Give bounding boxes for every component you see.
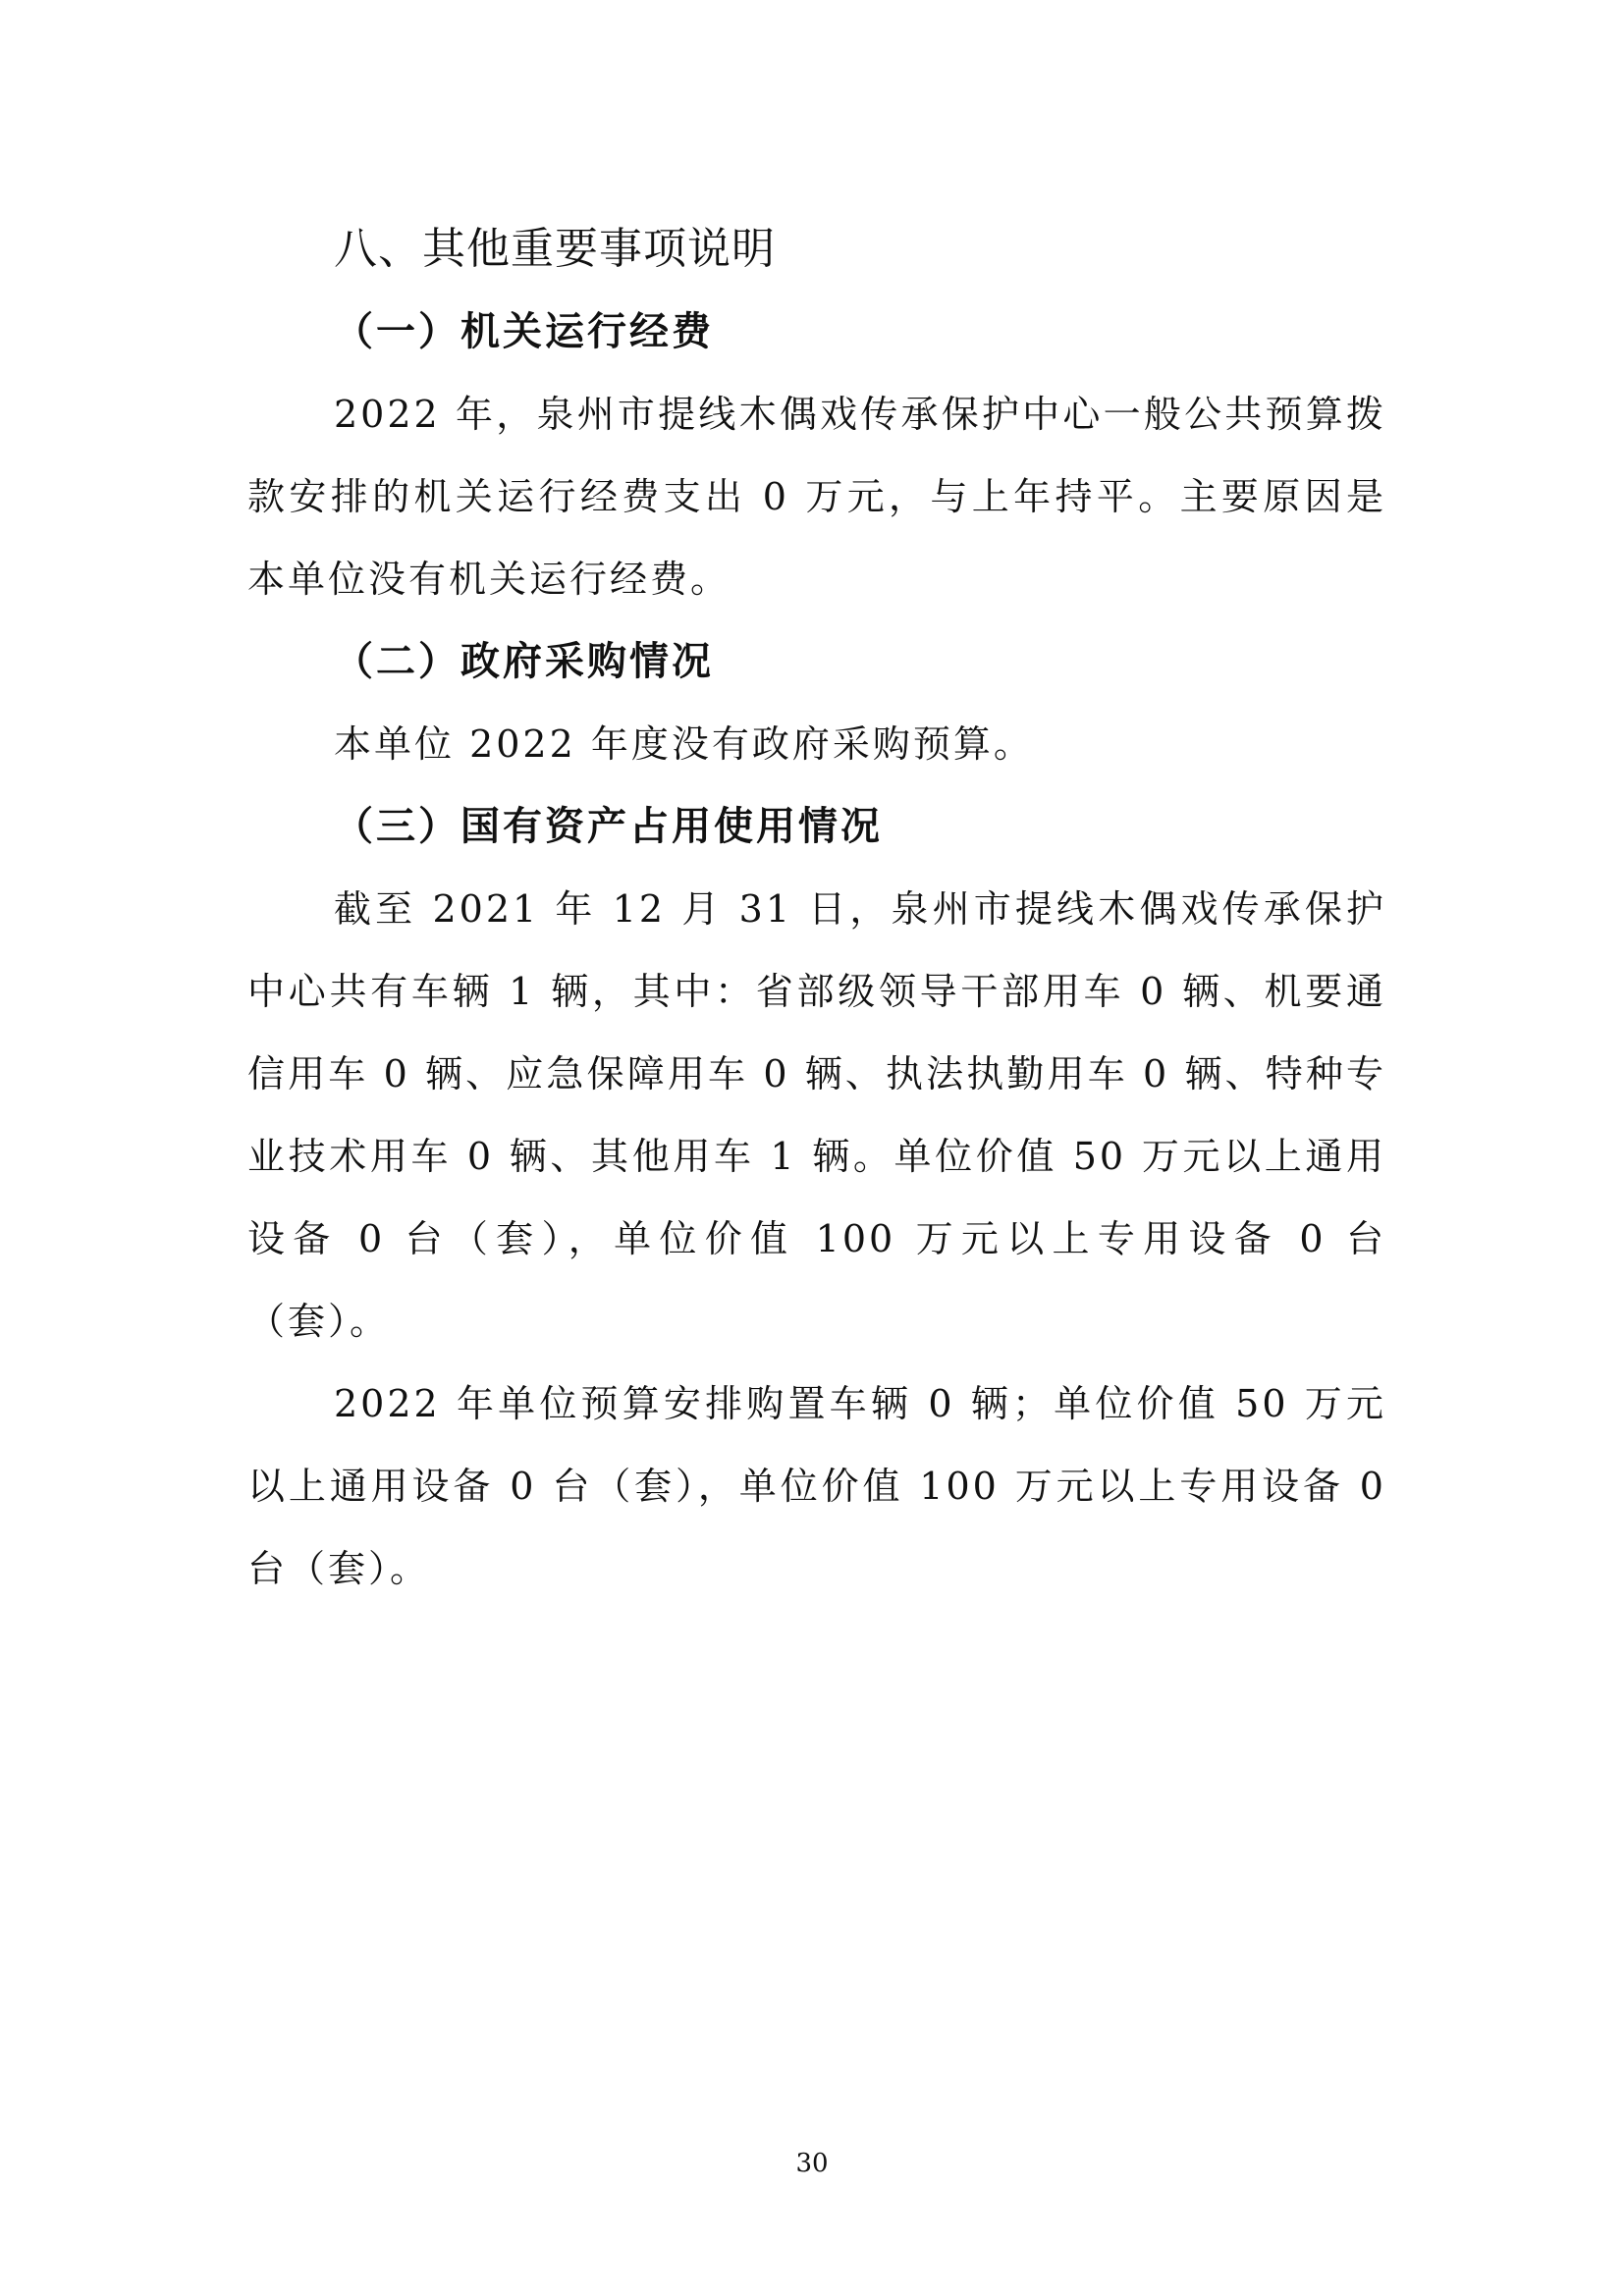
- subsection-heading: （三）国有资产占用使用情况: [334, 804, 883, 849]
- paragraph: 本单位 2022 年度没有政府采购预算。: [334, 722, 1034, 766]
- page-number: 30: [795, 2149, 829, 2178]
- subsection-state-assets: [247, 785, 1386, 1610]
- subsection-heading: （二）政府采购情况: [334, 639, 714, 684]
- section-heading: 八、其他重要事项说明: [334, 224, 776, 274]
- paragraph: 2022 年，泉州市提线木偶戏传承保护中心一般公共预算拨款安排的机关运行经费支出 0 万元，与上年持平。主要原因是本单位没有机关运行经费。: [247, 393, 1386, 601]
- page-content: [247, 208, 1386, 1610]
- paragraph: 2022 年单位预算安排购置车辆 0 辆；单位价值 50 万元以上通用设备 0 台（套），单位价值 100 万元以上专用设备 0 台（套）。: [247, 1382, 1386, 1590]
- subsection-heading: （一）机关运行经费: [334, 309, 714, 354]
- paragraph: 截至 2021 年 12 月 31 日，泉州市提线木偶戏传承保护中心共有车辆 1 辆，其中：省部级领导干部用车 0 辆、机要通信用车 0 辆、应急保障用车 0 辆、执法执勤用车 0 辆、特种专业技术用车 0 辆、其他用车 1 辆。单位价值 50 万元以上通用设备 0 台（套），单位价值 100 万元以上专用设备 0 台（套）。: [247, 887, 1386, 1343]
- subsection-government-procurement: [247, 620, 1386, 785]
- subsection-operating-expenses: [247, 291, 1386, 620]
